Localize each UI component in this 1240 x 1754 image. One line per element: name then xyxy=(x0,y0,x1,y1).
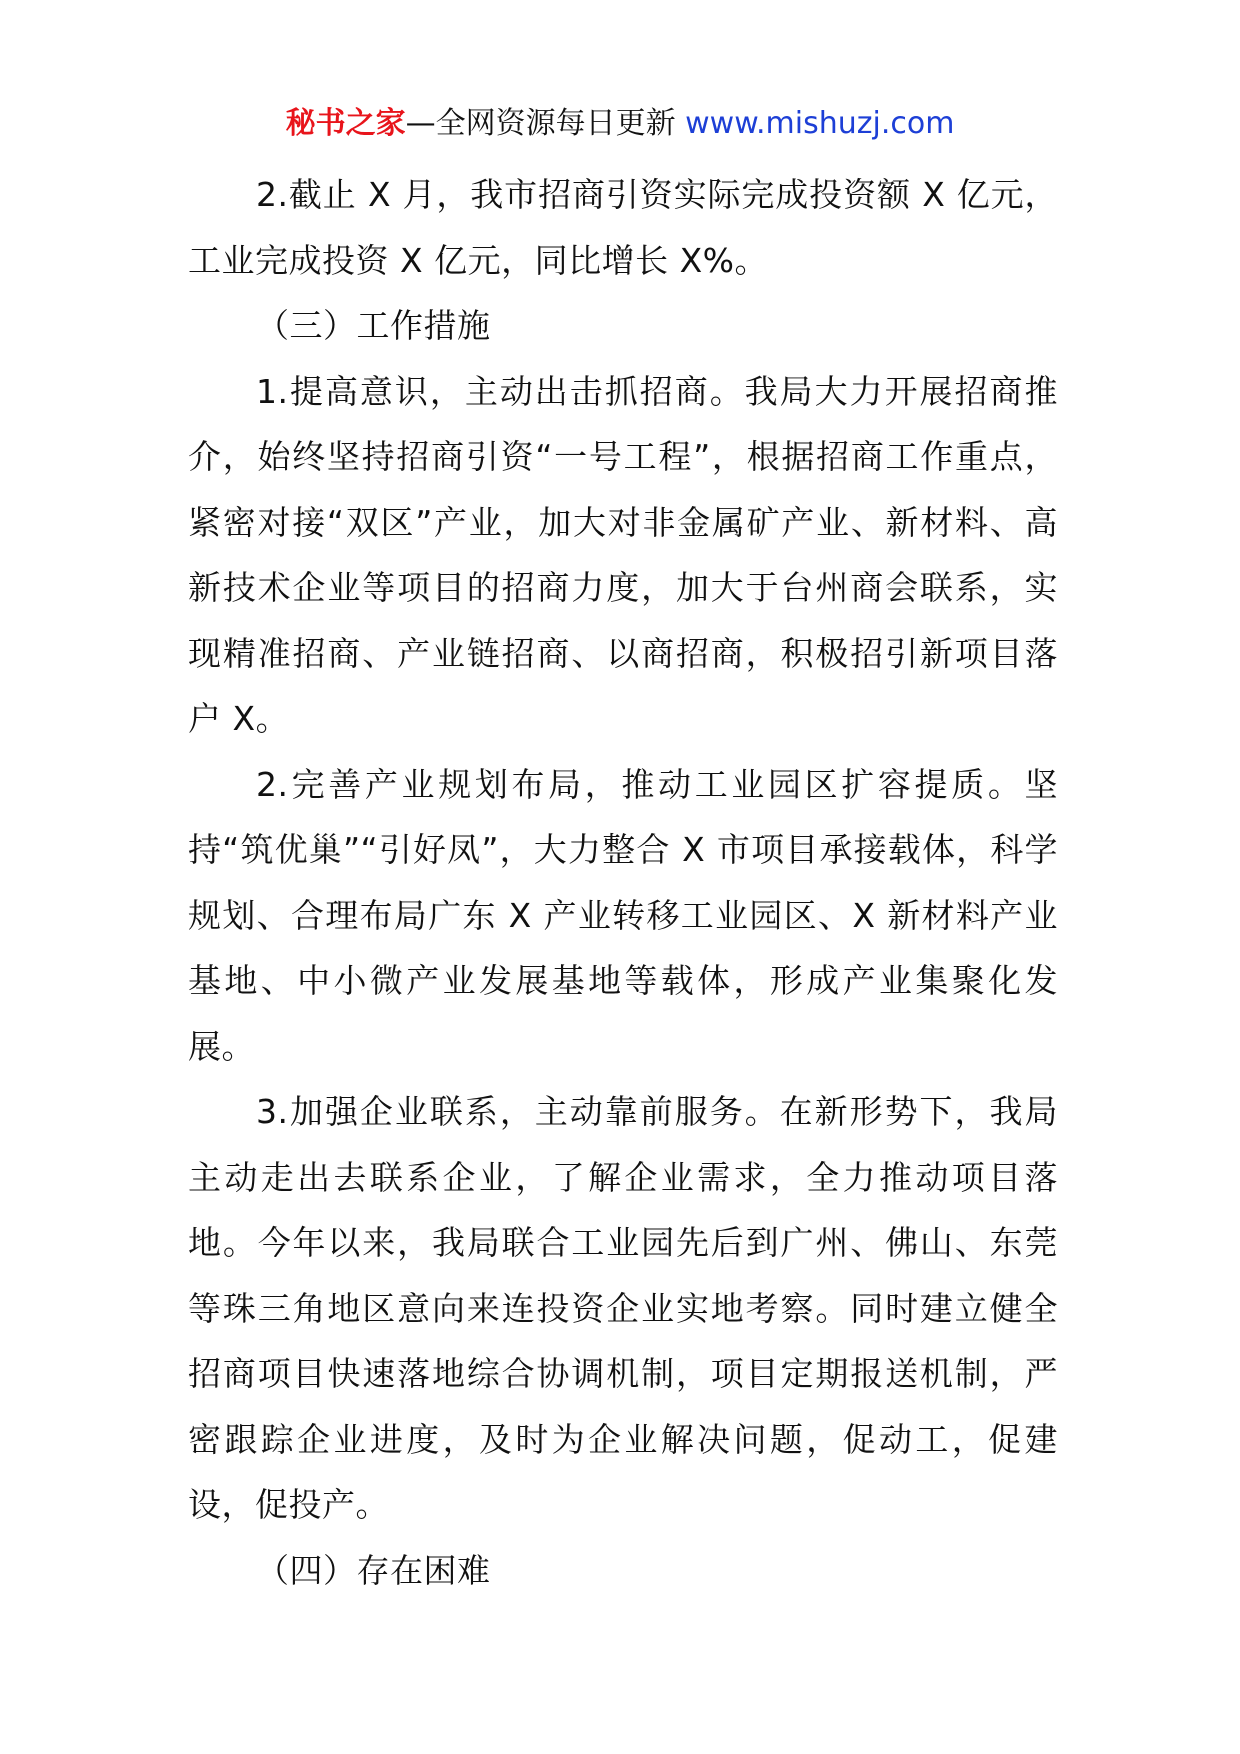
header-slogan: —全网资源每日更新 xyxy=(405,106,686,141)
brand-name: 秘书之家 xyxy=(285,106,406,141)
section-heading-difficulties: （四）存在困难 xyxy=(256,1550,491,1590)
paragraph-measure-2: 2.完善产业规划布局，推动工业园区扩容提质。坚持“筑优巢”“引好凤”，大力整合 X 市项目承接载体，科学规划、合理布局广东 X 产业转移工业园区、X 新材料产业基地、中小微产业发展基地等载体，形成产业集聚化发展。 xyxy=(188,764,1058,1066)
website-link[interactable]: www.mishuzj.com xyxy=(685,106,955,141)
page-header xyxy=(0,100,1240,148)
document-body xyxy=(188,162,1058,1603)
paragraph-investment-progress: 2.截止 X 月，我市招商引资实际完成投资额 X 亿元，工业完成投资 X 亿元，同比增长 X%。 xyxy=(188,175,1058,280)
paragraph-measure-1: 1.提高意识，主动出击抓招商。我局大力开展招商推介，始终坚持招商引资“一号工程”，根据招商工作重点，紧密对接“双区”产业，加大对非金属矿产业、新材料、高新技术企业等项目的招商力度，加大于台州商会联系，实现精准招商、产业链招商、以商招商，积极招引新项目落户 X。 xyxy=(188,371,1058,738)
section-heading-work-measures: （三）工作措施 xyxy=(256,306,491,345)
paragraph-measure-3: 3.加强企业联系，主动靠前服务。在新形势下，我局主动走出去联系企业，了解企业需求，全力推动项目落地。今年以来，我局联合工业园先后到广州、佛山、东莞等珠三角地区意向来连投资企业实地考察。同时建立健全招商项目快速落地综合协调机制，项目定期报送机制，严密跟踪企业进度，及时为企业解决问题，促动工，促建设，促投产。 xyxy=(188,1092,1058,1524)
